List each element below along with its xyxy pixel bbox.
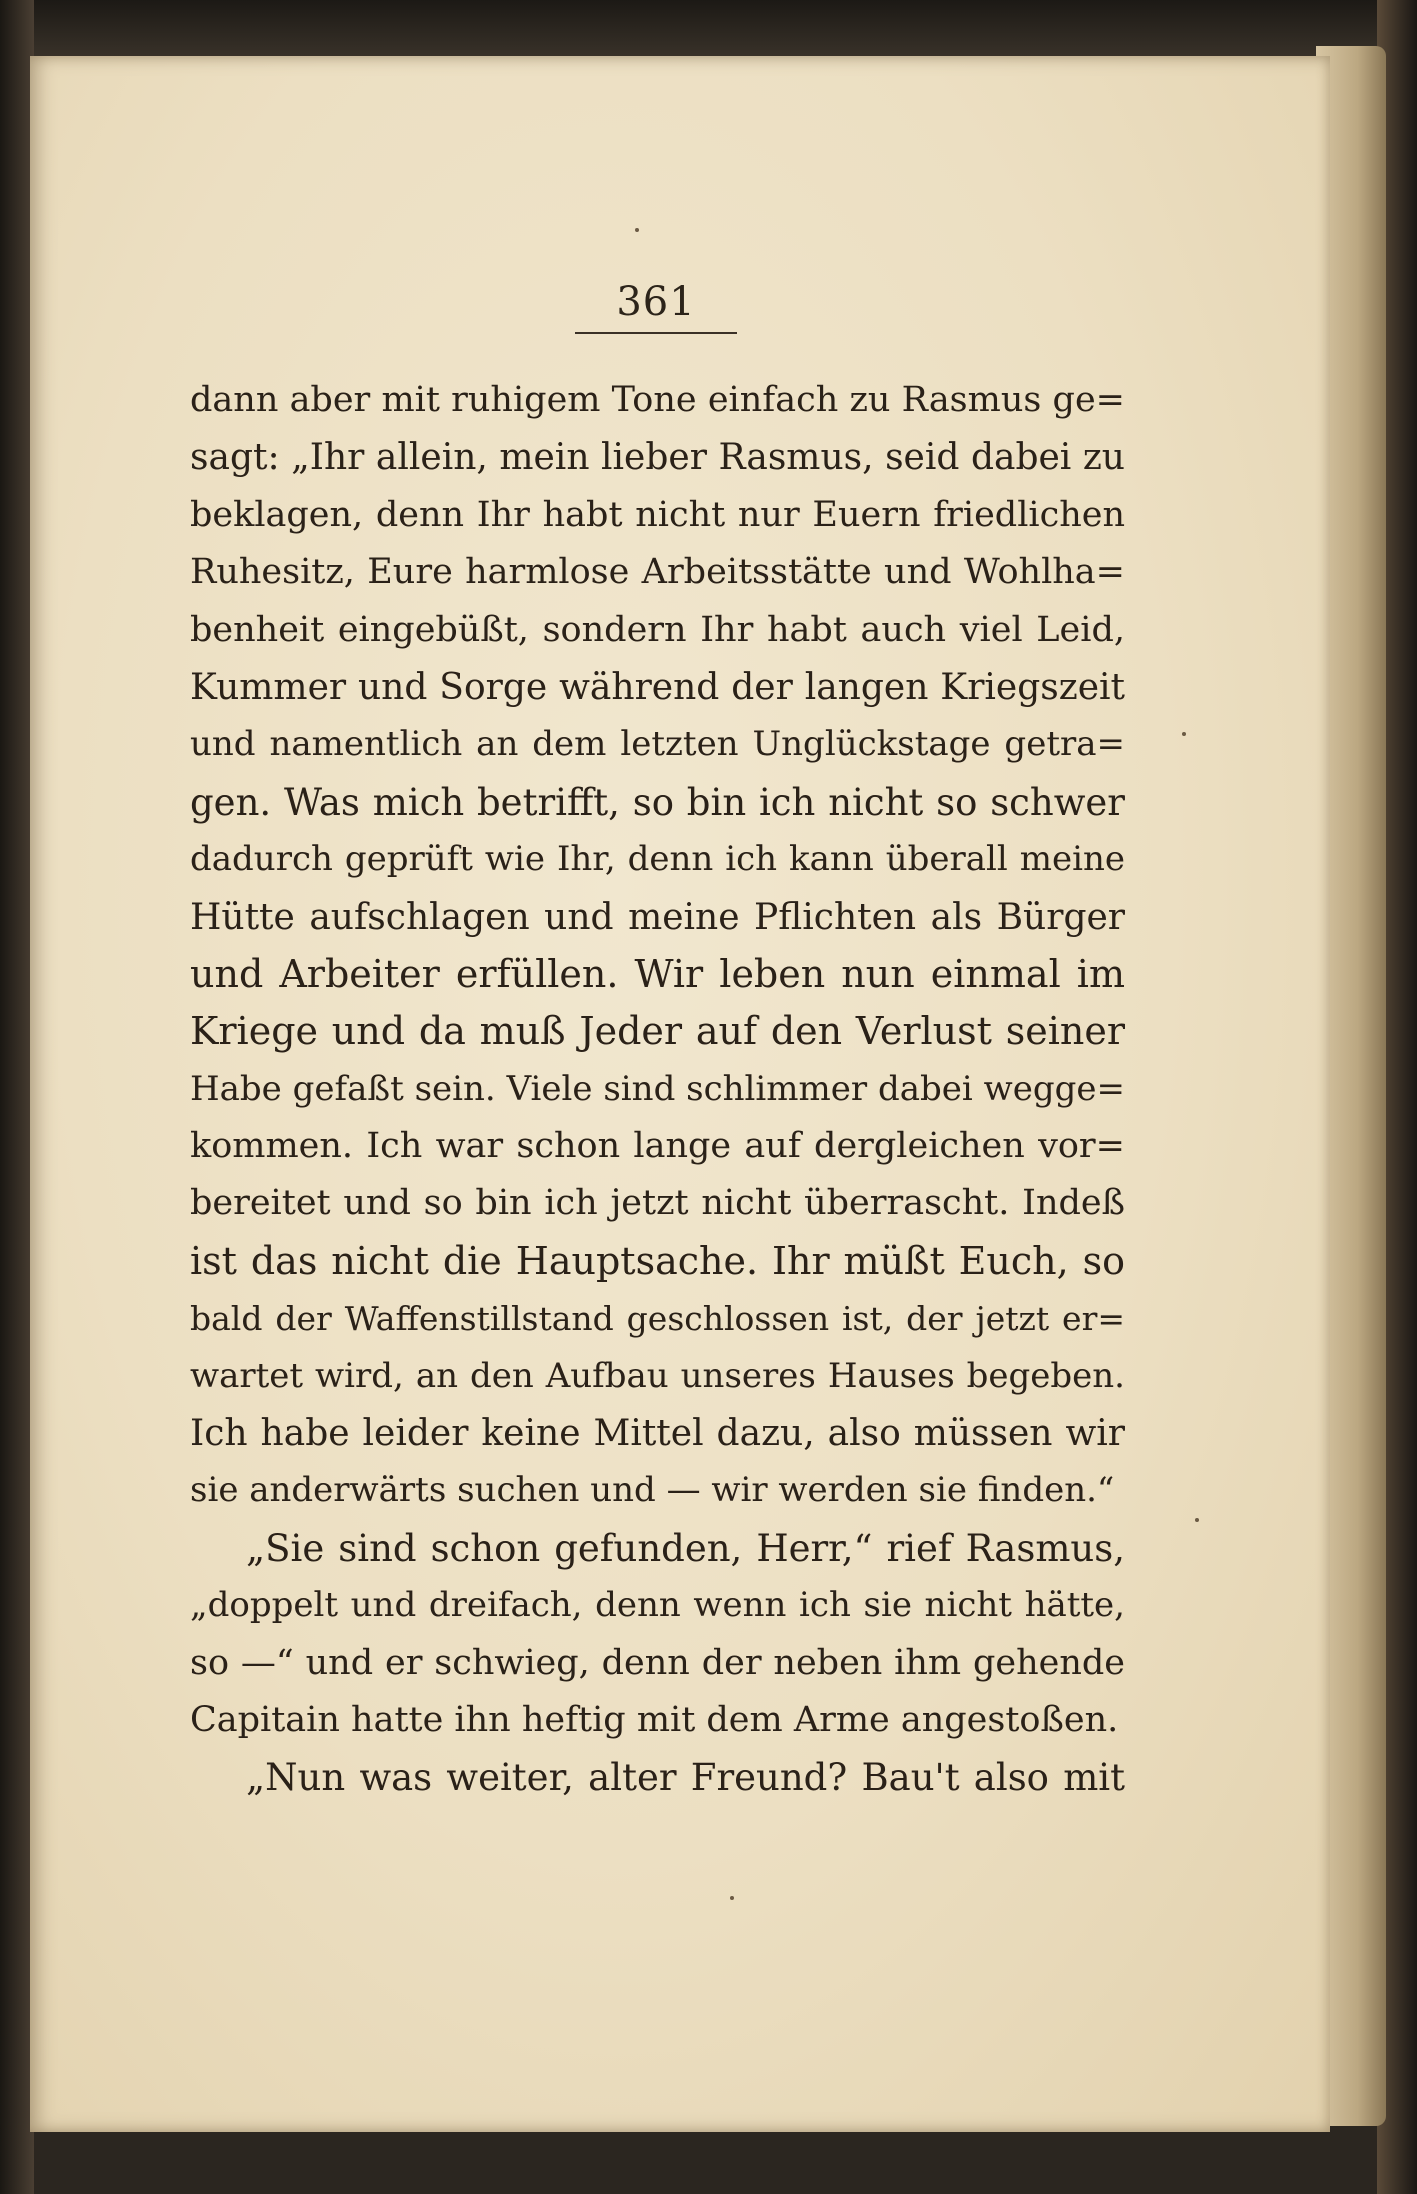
page-header xyxy=(575,278,737,334)
text-line: und Arbeiter erfüllen. Wir leben nun einmal im xyxy=(190,951,1125,996)
paper-speck xyxy=(635,228,639,232)
text-line: bereitet und so bin ich jetzt nicht überrascht. Indeß xyxy=(190,1183,1125,1224)
header-rule xyxy=(575,332,737,334)
book-cover-top xyxy=(0,0,1417,60)
text-line: Ich habe leider keine Mittel dazu, also müssen wir xyxy=(190,1413,1125,1455)
text-line: bald der Waffenstillstand geschlossen ist, der jetzt er= xyxy=(190,1299,1125,1339)
text-line: benheit eingebüßt, sondern Ihr habt auch viel Leid, xyxy=(190,609,1125,650)
text-line: „doppelt und dreifach, denn wenn ich sie nicht hätte, xyxy=(190,1585,1125,1626)
text-line: beklagen, denn Ihr habt nicht nur Euern friedlichen xyxy=(190,494,1125,535)
text-line: dann aber mit ruhigem Tone einfach zu Rasmus ge= xyxy=(190,380,1125,420)
text-line: ist das nicht die Hauptsache. Ihr müßt Euch, so xyxy=(190,1238,1125,1283)
body-text xyxy=(190,372,1125,1807)
text-line: wartet wird, an den Aufbau unseres Hauses begeben. xyxy=(190,1355,1125,1396)
text-line: gen. Was mich betrifft, so bin ich nicht so schwer xyxy=(190,780,1125,824)
book-cover-left xyxy=(0,0,34,2194)
text-line: sie anderwärts suchen und — wir werden sie finden.“ xyxy=(190,1470,1115,1511)
text-line: so —“ und er schwieg, denn der neben ihm gehende xyxy=(190,1642,1125,1683)
text-line: Kriege und da muß Jeder auf den Verlust seiner xyxy=(190,1009,1125,1054)
text-line: Habe gefaßt sein. Viele sind schlimmer dabei wegge= xyxy=(190,1068,1125,1109)
text-line: dadurch geprüft wie Ihr, denn ich kann überall meine xyxy=(190,839,1125,880)
text-line: sagt: „Ihr allein, mein lieber Rasmus, seid dabei zu xyxy=(190,437,1125,479)
text-line: Hütte aufschlagen und meine Pflichten als Bürger xyxy=(190,896,1125,938)
text-line: Kummer und Sorge während der langen Kriegszeit xyxy=(190,666,1125,708)
paper-speck xyxy=(730,1896,734,1900)
text-line: „Nun was weiter, alter Freund? Bau't also mit xyxy=(246,1756,1125,1800)
text-line: und namentlich an dem letzten Unglückstage getra= xyxy=(190,724,1125,765)
text-line: Ruhesitz, Eure harmlose Arbeitsstätte und Wohlha= xyxy=(190,552,1125,593)
page-number: 361 xyxy=(616,279,696,325)
text-line: kommen. Ich war schon lange auf dergleichen vor= xyxy=(190,1126,1125,1167)
paper-speck xyxy=(1182,732,1186,736)
text-line: Capitain hatte ihn heftig mit dem Arme angestoßen. xyxy=(190,1699,1119,1740)
text-line: „Sie sind schon gefunden, Herr,“ rief Rasmus, xyxy=(246,1526,1125,1570)
paper-speck xyxy=(1195,1518,1199,1522)
